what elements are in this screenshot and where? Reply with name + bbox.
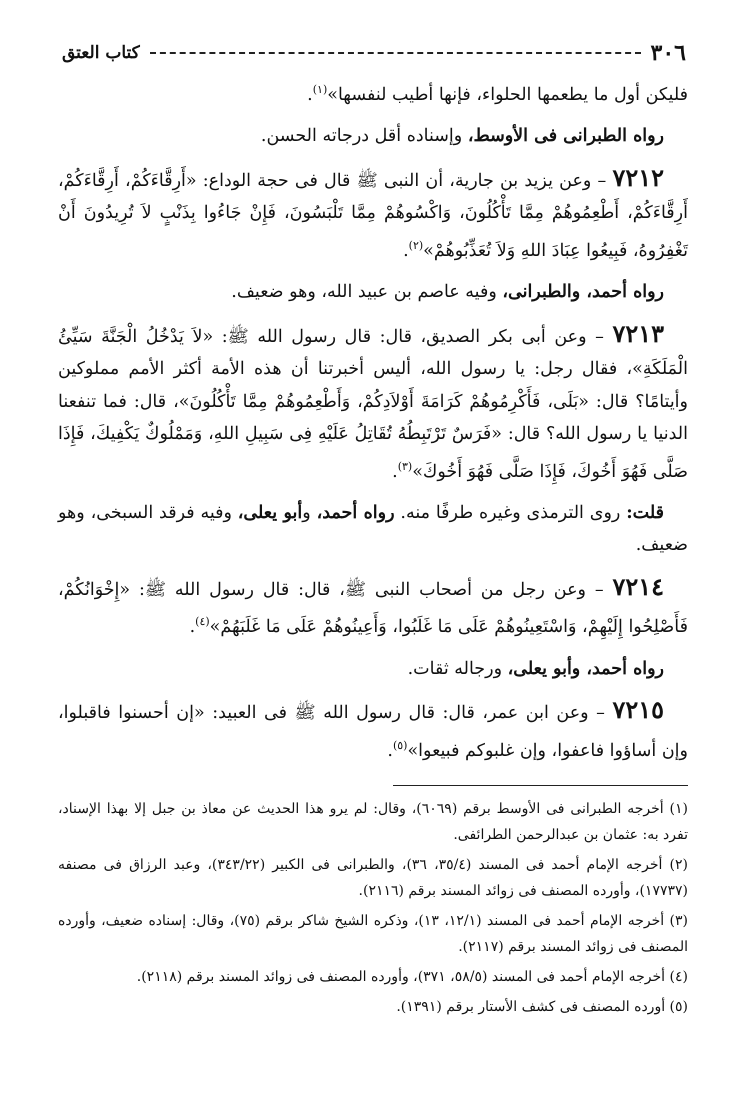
footnote-ref-3: (٣) bbox=[397, 459, 413, 473]
punctuation: . bbox=[392, 461, 398, 482]
footnote-2: (٢) أخرجه الإمام أحمد فى المسند (٣٥/٤، ٣٦)، والطبرانى فى الكبير (٣٤٣/٢٢)، وعبد الرزاق فى مصنفه (١٧٧٣٧)، وأورده المصنف فى زوائد المسند برقم (٢١١٦). bbox=[58, 857, 688, 899]
footnote-ref-1: (١) bbox=[312, 83, 328, 96]
hadith-number: ٧٢١٢ bbox=[612, 162, 664, 192]
attribution-text: وإسناده أقل درجاته الحسن. bbox=[260, 126, 468, 147]
page-number: ٣٠٦ bbox=[650, 40, 686, 66]
paragraph-continuation bbox=[58, 74, 688, 111]
hadith-7214 bbox=[58, 571, 688, 644]
source-name: رواه أحمد، وأبو يعلى، bbox=[507, 658, 664, 679]
chapter-title: كتاب العتق bbox=[62, 43, 140, 63]
header-rule bbox=[150, 52, 641, 54]
main-text bbox=[58, 74, 688, 776]
footnote-4: (٤) أخرجه الإمام أحمد فى المسند (٥٨/٥، ٣٧١)، وأورده المصنف فى زوائد المسند برقم (٢١١٨). bbox=[136, 969, 688, 985]
attribution-text: ورجاله ثقات. bbox=[407, 658, 508, 679]
hadith-number: ٧٢١٣ bbox=[612, 318, 664, 348]
note-text: روى الترمذى وغيره طرفًا منه. bbox=[394, 502, 627, 523]
footnote-3: (٣) أخرجه الإمام أحمد فى المسند (١٢/١، ١٣)، وذكره الشيخ شاكر برقم (٧٥)، وقال: إسناده ضعيف، وأورده المصنف فى زوائد المسند برقم (٢١١٧). bbox=[58, 913, 689, 955]
punctuation: . bbox=[403, 240, 409, 261]
attribution-paragraph bbox=[58, 120, 688, 153]
hadith-text: – وعن رجل من أصحاب النبى ﷺ، قال: قال رسول الله ﷺ: «إِخْوَانُكُمْ، فَأَصْلِحُوا إِلَيْهِمْ، وَاسْتَعِينُوهُمْ عَلَى مَا غَلَبُوا، وَأَعِينُوهُمْ عَلَى مَا غَلَبَهُمْ» bbox=[58, 579, 688, 638]
source-name: رواه الطبرانى فى الأوسط، bbox=[467, 126, 664, 147]
punctuation: . bbox=[307, 84, 313, 105]
hadith-text: – وعن أبى بكر الصديق، قال: قال رسول الله ﷺ: «لاَ يَدْخُلُ الْجَنَّةَ سَيِّئُ الْمَلَكَةِ»، فقال رجل: يا رسول الله، أليس أخبرتنا أن هذه الأمة أكثر الأمم مملوكين وأيتامًا؟ قال: «بَلَى، فَأَكْرِمُوهُمْ كَرَامَةَ أَوْلاَدِكُمْ، وَأَطْعِمُوهُمْ مِمَّا تَأْكُلُونَ»، قال: فما تنفعنا الدنيا يا رسول الله؟ قال: «فَرَسٌ تَرْتَبِطُهُ تُقَاتِلُ عَلَيْهِ فِى سَبِيلِ اللهِ، وَمَمْلُوكٌ يَكْفِيكَ، فَإِذَا صَلَّى فَهُوَ أَخُوكَ، فَإِذَا صَلَّى فَهُوَ أَخُوكَ» bbox=[58, 326, 688, 482]
continuation-text: فليكن أول ما يطعمها الحلواء، فإنها أطيب لنفسها» bbox=[327, 84, 688, 105]
footnotes bbox=[58, 796, 688, 1024]
footnote-5: (٥) أورده المصنف فى كشف الأستار برقم (١٣٩١). bbox=[396, 999, 688, 1015]
hadith-text: – وعن ابن عمر، قال: قال رسول الله ﷺ فى العبيد: «إن أحسنوا فاقبلوا، وإن أساؤوا فاعفوا، وإن غلبوكم فبيعوا» bbox=[58, 703, 688, 761]
source-name: أبو يعلى، bbox=[237, 502, 303, 523]
footnote-ref-5: (٥) bbox=[392, 738, 408, 752]
source-name: رواه أحمد، bbox=[316, 502, 395, 523]
source-name: رواه أحمد، والطبرانى، bbox=[502, 282, 664, 303]
footnote-ref-4: (٤) bbox=[195, 615, 210, 629]
hadith-number: ٧٢١٥ bbox=[612, 695, 664, 725]
attribution-paragraph bbox=[58, 276, 688, 309]
footnote-ref-2: (٢) bbox=[408, 238, 424, 252]
conjunction: و bbox=[302, 502, 317, 523]
page-header bbox=[62, 38, 686, 68]
hadith-text: – وعن يزيد بن جارية، أن النبى ﷺ قال فى حجة الوداع: «أَرِقَّاءَكُمْ، أَرِقَّاءَكُمْ، أَرِقَّاءَكُمْ، أَطْعِمُوهُمْ مِمَّا تَأْكُلُونَ، وَاكْسُوهُمْ مِمَّا تَلْبَسُونَ، فَإِنْ جَاءُوا بِذَنْبٍ لاَ تُرِيدُونَ أَنْ تَغْفِرُوهُ، فَبِيعُوا عِبَادَ اللهِ وَلاَ تُعَذِّبُوهُمْ» bbox=[58, 170, 688, 261]
hadith-7215 bbox=[58, 694, 688, 767]
attribution-text: وفيه عاصم بن عبيد الله، وهو ضعيف. bbox=[231, 282, 503, 303]
footnote-separator bbox=[393, 785, 688, 786]
note-paragraph bbox=[58, 497, 688, 562]
punctuation: . bbox=[387, 740, 393, 761]
note-text: وفيه فرقد السبخى، وهو ضعيف. bbox=[58, 502, 688, 556]
attribution-paragraph bbox=[58, 653, 688, 686]
note-label: قلت: bbox=[626, 502, 665, 523]
hadith-7213 bbox=[58, 318, 688, 488]
hadith-number: ٧٢١٤ bbox=[612, 571, 664, 601]
hadith-7212 bbox=[58, 162, 688, 267]
footnote-1: (١) أخرجه الطبرانى فى الأوسط برقم (٦٠٦٩)، وقال: لم يرو هذا الحديث عن معاذ بن جبل إلا بهذا الإسناد، تفرد به: عثمان بن عبدالرحمن الطرائفى. bbox=[58, 801, 688, 843]
punctuation: . bbox=[189, 617, 196, 638]
